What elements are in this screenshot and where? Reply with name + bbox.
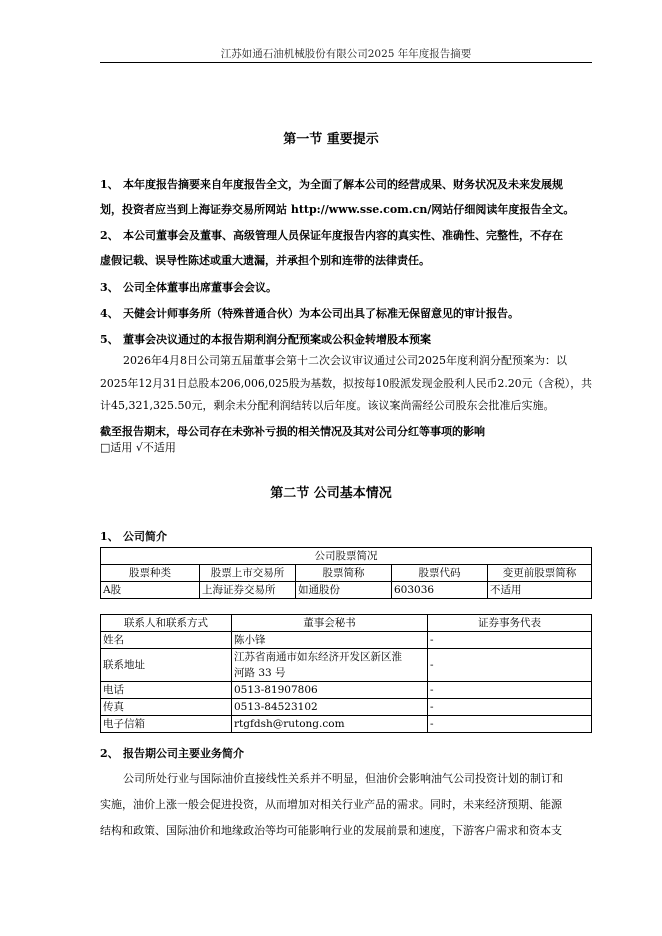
profit-plan-line1: 2026年4月8日公司第五届董事会第十二次会议审议通过公司2025年度利润分配预案为：以 bbox=[123, 354, 567, 367]
rep-phone: - bbox=[428, 682, 592, 699]
stock-info-table bbox=[100, 547, 592, 599]
stock-header-code: 股票代码 bbox=[392, 565, 488, 582]
business-line1: 公司所处行业与国际油价直接线性关系并不明显，但油价会影响油气公司投资计划的制订和 bbox=[123, 772, 563, 785]
contact-header-label: 联系人和联系方式 bbox=[101, 615, 232, 632]
stock-cell-type: A股 bbox=[101, 582, 200, 599]
stock-header-short-name: 股票简称 bbox=[296, 565, 392, 582]
item1-line2: 划，投资者应当到上海证券交易所网站 http://www.sse.com.cn/网站仔细阅读年度报告全文。 bbox=[100, 203, 575, 216]
rep-name: - bbox=[428, 632, 592, 649]
contact-header-rep: 证券事务代表 bbox=[428, 615, 592, 632]
secretary-email: rtgfdsh@rutong.com bbox=[232, 716, 428, 733]
item3-text: 公司全体董事出席董事会会议。 bbox=[123, 281, 277, 294]
sub2-number: 2、 bbox=[100, 747, 119, 760]
profit-plan-line2: 2025年12月31日总股本206,006,025股为基数，拟按每10股派发现金股利人民币2.20元（含税），共 bbox=[100, 377, 592, 390]
stock-cell-exchange: 上海证券交易所 bbox=[200, 582, 296, 599]
item4-number: 4、 bbox=[100, 307, 119, 320]
secretary-name: 陈小锋 bbox=[232, 632, 428, 649]
section2-title: 第二节 公司基本情况 bbox=[270, 486, 392, 501]
item1-line1: 本年度报告摘要来自年度报告全文，为全面了解本公司的经营成果、财务状况及未来发展规 bbox=[123, 178, 563, 191]
secretary-address-line2: 河路 33 号 bbox=[234, 667, 286, 679]
item1-number: 1、 bbox=[100, 178, 119, 191]
uncovered-loss-question: 截至报告期末，母公司存在未弥补亏损的相关情况及其对公司分红等事项的影响 bbox=[100, 425, 485, 438]
sub2-label: 报告期公司主要业务简介 bbox=[123, 747, 244, 760]
secretary-address-line1: 江苏省南通市如东经济开发区新区淮 bbox=[234, 651, 402, 663]
contact-label-phone: 电话 bbox=[101, 682, 232, 699]
item2-line1: 本公司董事会及董事、高级管理人员保证年度报告内容的真实性、准确性、完整性，不存在 bbox=[123, 229, 563, 242]
page-header: 江苏如通石油机械股份有限公司2025 年年度报告摘要 bbox=[220, 48, 472, 60]
contact-header-secretary: 董事会秘书 bbox=[232, 615, 428, 632]
secretary-address bbox=[232, 649, 428, 682]
business-line2: 实施，油价上涨一般会促进投资，从而增加对相关行业产品的需求。同时，未来经济预期、能源 bbox=[100, 798, 562, 811]
item4-text: 天健会计师事务所（特殊普通合伙）为本公司出具了标准无保留意见的审计报告。 bbox=[123, 307, 519, 320]
contact-label-fax: 传真 bbox=[101, 699, 232, 716]
item5-number: 5、 bbox=[100, 333, 119, 346]
profit-plan-line3: 计45,321,325.50元，剩余未分配利润结转以后年度。该议案尚需经公司股东会批准后实施。 bbox=[100, 399, 555, 412]
stock-table-caption: 公司股票简况 bbox=[101, 548, 592, 565]
stock-header-type: 股票种类 bbox=[101, 565, 200, 582]
sub1-number: 1、 bbox=[100, 530, 119, 543]
section1-title: 第一节 重要提示 bbox=[283, 132, 379, 147]
item5-text: 董事会决议通过的本报告期利润分配预案或公积金转增股本预案 bbox=[123, 333, 431, 346]
rep-email: - bbox=[428, 716, 592, 733]
rep-fax: - bbox=[428, 699, 592, 716]
stock-header-exchange: 股票上市交易所 bbox=[200, 565, 296, 582]
business-line3: 结构和政策、国际油价和地缘政治等均可能影响行业的发展前景和速度，下游客户需求和资本支 bbox=[100, 824, 562, 837]
header-rule bbox=[100, 62, 592, 63]
contact-label-email: 电子信箱 bbox=[101, 716, 232, 733]
item2-number: 2、 bbox=[100, 229, 119, 242]
stock-cell-former-name: 不适用 bbox=[488, 582, 592, 599]
secretary-phone: 0513-81907806 bbox=[232, 682, 428, 699]
stock-header-former-name: 变更前股票简称 bbox=[488, 565, 592, 582]
sub1-label: 公司简介 bbox=[123, 530, 167, 543]
contact-info-table bbox=[100, 614, 592, 733]
secretary-fax: 0513-84523102 bbox=[232, 699, 428, 716]
stock-cell-code: 603036 bbox=[392, 582, 488, 599]
rep-address: - bbox=[428, 649, 592, 682]
contact-label-name: 姓名 bbox=[101, 632, 232, 649]
item2-line2: 虚假记载、误导性陈述或重大遗漏，并承担个别和连带的法律责任。 bbox=[100, 254, 430, 267]
contact-label-address: 联系地址 bbox=[101, 649, 232, 682]
applicability-checkbox: □适用 √不适用 bbox=[100, 441, 176, 454]
item3-number: 3、 bbox=[100, 281, 119, 294]
stock-cell-short-name: 如通股份 bbox=[296, 582, 392, 599]
